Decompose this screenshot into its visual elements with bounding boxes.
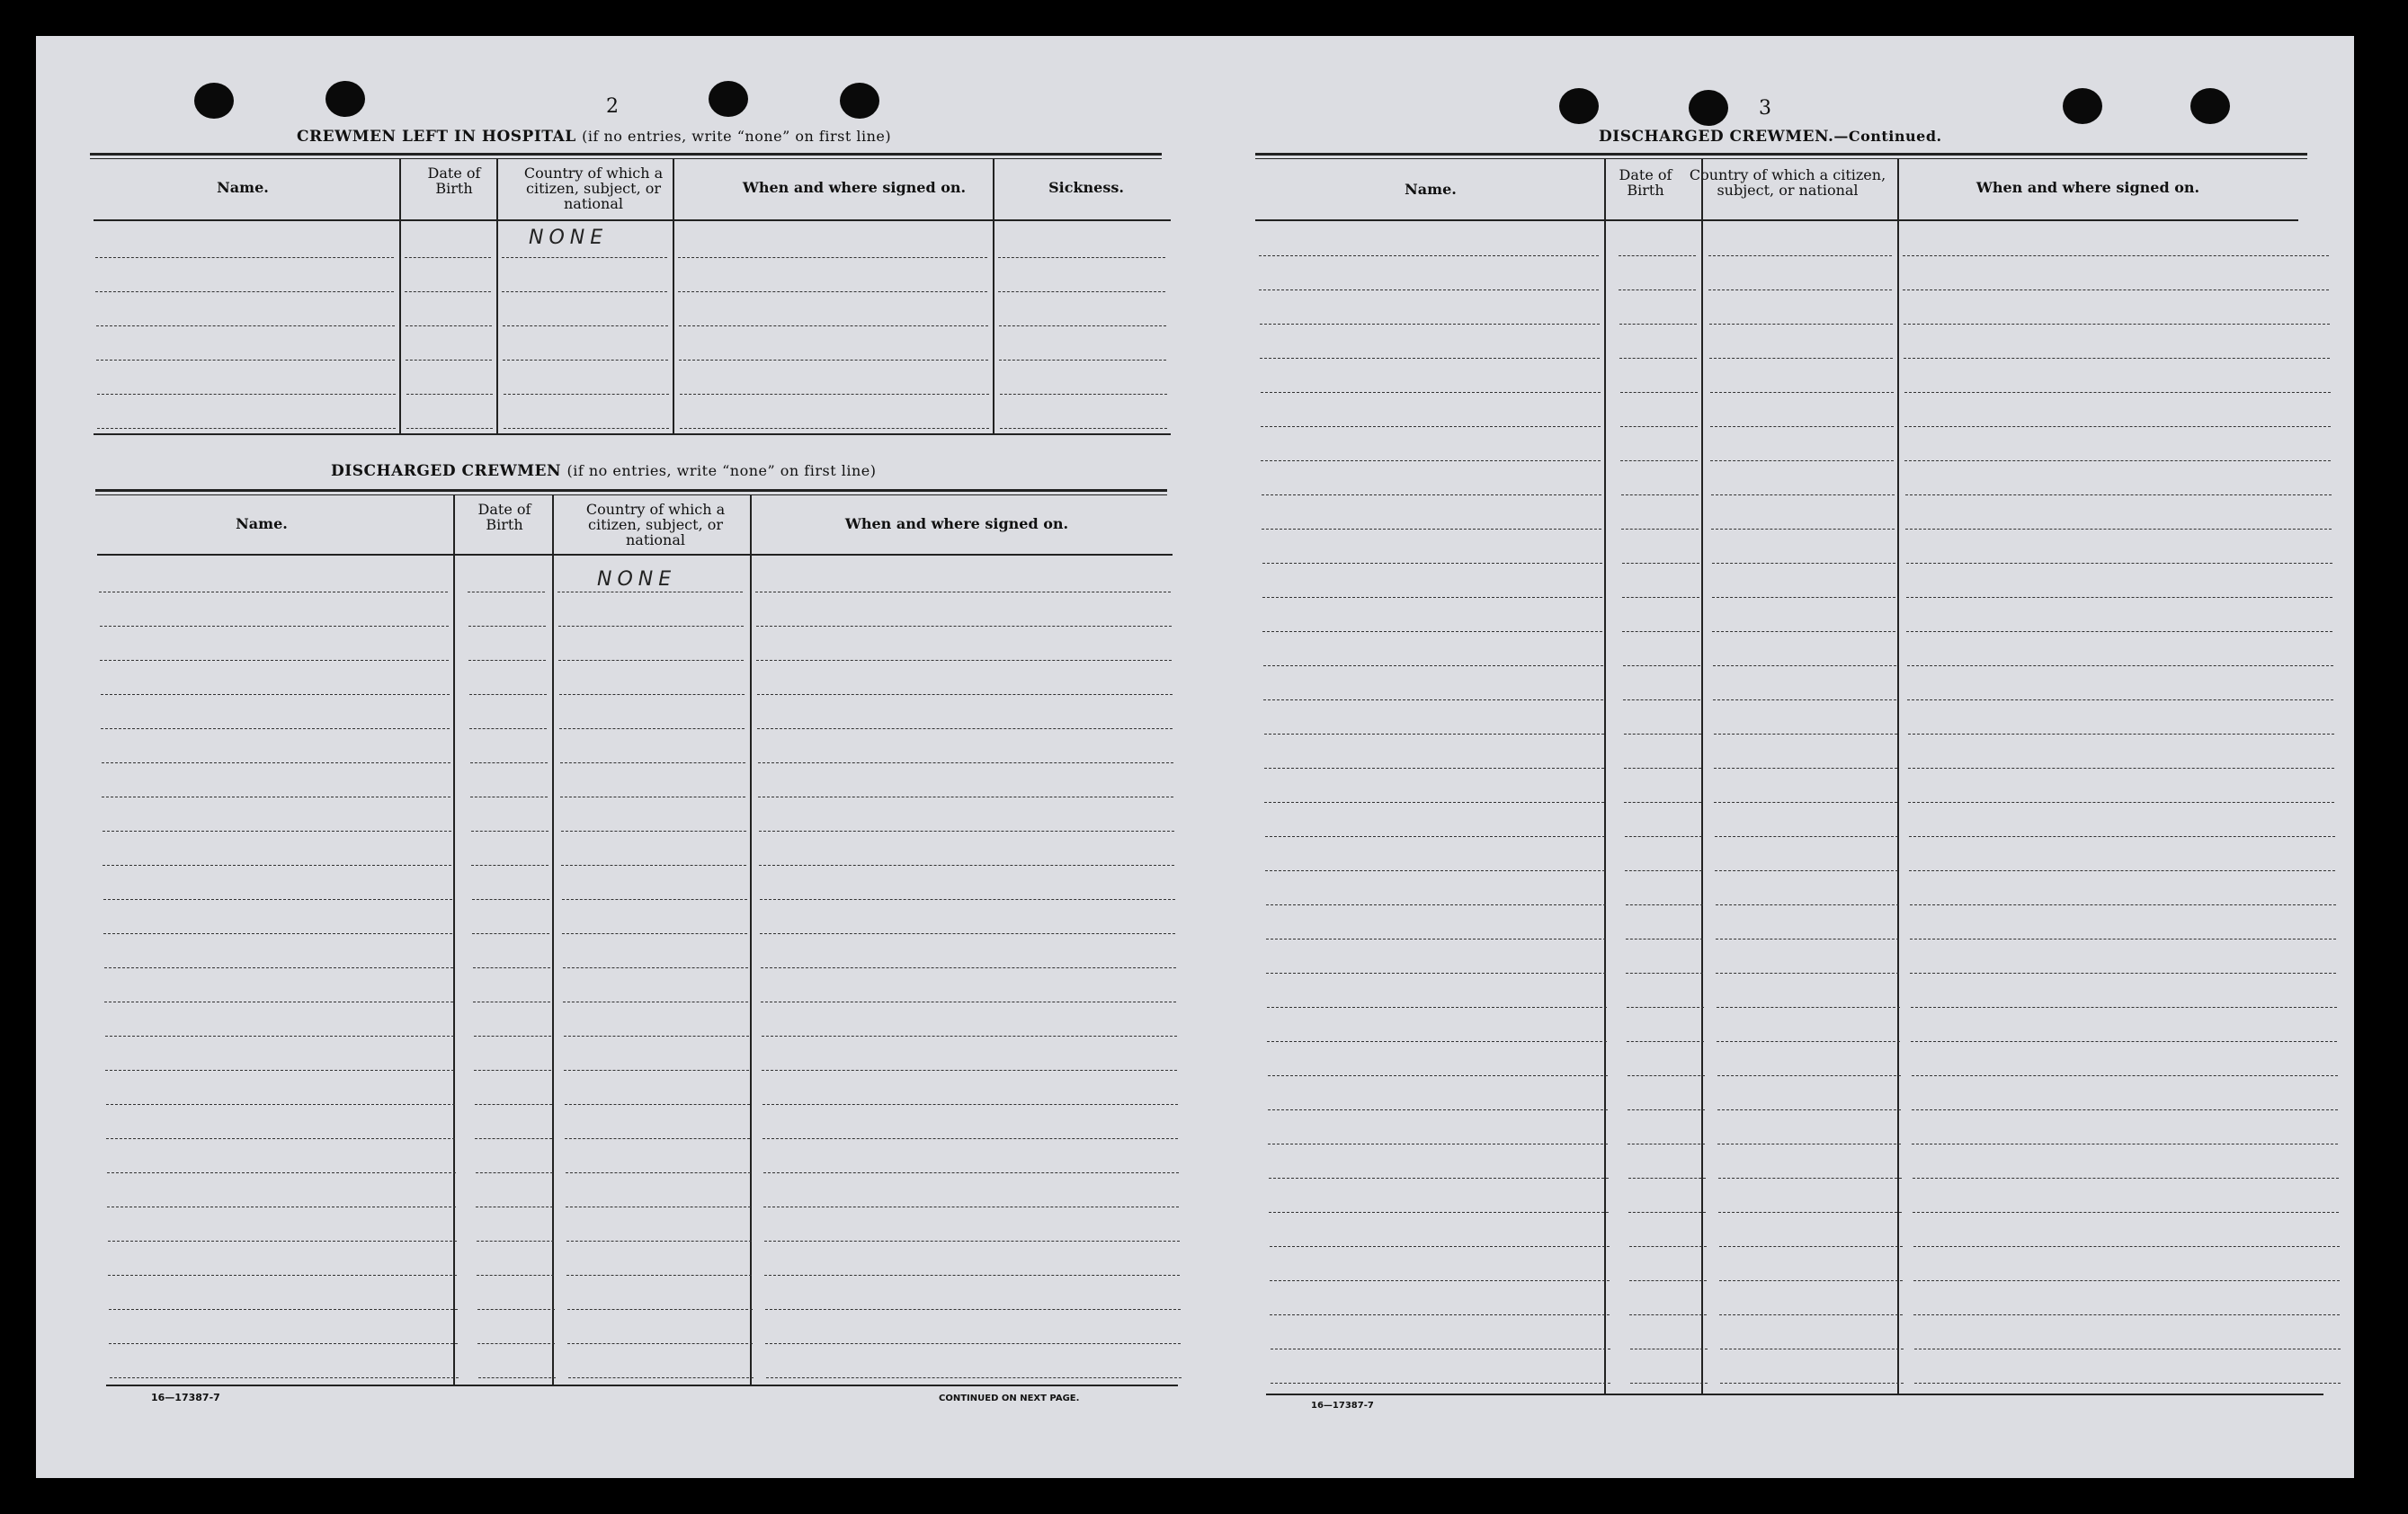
ruled-line [477,1241,554,1242]
punch-hole [326,81,365,117]
ruled-line [1909,836,2335,837]
punch-hole [194,83,234,119]
ruled-line [1262,597,1602,598]
ruled-line [757,694,1173,695]
continued-title-suffix: —Continued. [1833,128,1942,145]
ruled-line [1269,1178,1609,1179]
hospital-divider [673,158,674,433]
ruled-line [1907,665,2333,666]
ruled-line [1620,392,1698,393]
ruled-line [1913,1314,2340,1315]
ruled-line [478,1377,556,1378]
ruled-line [503,325,668,326]
discharged-col-dob: Date of Birth [477,501,531,533]
ruled-line [756,626,1172,627]
continued-bottom-rule [1266,1394,2323,1395]
ruled-line [106,1104,455,1105]
continued-header-rule [1255,219,2298,221]
ruled-line [764,1241,1180,1242]
discharged-divider [453,494,455,1386]
discharged-title-text: DISCHARGED CREWMEN [331,462,562,480]
ruled-line [1716,939,1899,940]
ruled-line [1909,870,2335,871]
ruled-line [1712,563,1895,564]
ruled-line [103,933,452,934]
ruled-line [1908,802,2334,803]
ruled-line [567,1309,753,1310]
ruled-line [1262,563,1602,564]
ruled-line [1903,289,2329,290]
ruled-line [1714,802,1897,803]
ruled-line [1910,973,2336,974]
ruled-line [1713,699,1896,700]
ruled-line [1714,768,1897,769]
ruled-line [1715,836,1898,837]
ruled-line [1267,1041,1607,1042]
ruled-line [1908,768,2334,769]
page-number: 3 [1759,97,1771,120]
ruled-line [1622,597,1699,598]
ruled-line [1904,324,2330,325]
ruled-line [1620,426,1698,427]
page-number: 2 [606,95,619,118]
ruled-line [1622,631,1699,632]
hospital-divider [993,158,994,433]
ruled-line [405,257,491,258]
ruled-line [1264,802,1604,803]
ruled-line [477,1309,555,1310]
ruled-line [561,831,746,832]
ruled-line [1264,734,1604,735]
ruled-line [562,899,747,900]
ruled-line [1000,394,1167,395]
ruled-line [1913,1212,2339,1213]
ruled-line [1628,1109,1705,1110]
ruled-line [568,1377,754,1378]
ruled-line [1263,699,1603,700]
ruled-line [1912,1075,2338,1076]
ruled-line [1905,494,2332,495]
ruled-line [471,865,548,866]
hospital-col-sickness: Sickness. [1048,179,1124,196]
form-sheet [36,36,2354,1478]
ruled-line [1712,631,1895,632]
ruled-line [1623,699,1700,700]
ruled-line [1905,529,2332,530]
ruled-line [105,1036,454,1037]
ruled-line [1628,1178,1706,1179]
ruled-line [1914,1383,2341,1384]
ruled-line [1263,665,1603,666]
ruled-line [100,626,449,627]
ruled-line [1627,1007,1704,1008]
ruled-line [1716,973,1899,974]
ruled-line [1627,1041,1704,1042]
ruled-line [1000,428,1167,429]
ruled-line [1716,904,1899,905]
ruled-line [563,967,748,968]
hospital-col-country: Country of which a citizen, subject, or national [523,165,664,212]
punch-hole [1689,90,1728,126]
discharged-col-signed-on: When and where signed on. [844,515,1069,532]
hospital-header-rule [94,219,1171,221]
ruled-line [763,1104,1178,1105]
ruled-line [108,1275,457,1276]
ruled-line [566,1241,752,1242]
ruled-line [473,967,550,968]
ruled-line [762,1036,1177,1037]
ruled-line [477,1275,554,1276]
hospital-divider [496,158,498,433]
ruled-line [757,728,1173,729]
continued-divider [1604,158,1606,1394]
ruled-line [504,394,669,395]
ruled-line [103,865,451,866]
ruled-line [1906,563,2332,564]
ruled-line [97,394,396,395]
ruled-line [110,1377,459,1378]
ruled-line [678,291,987,292]
ruled-line [470,762,548,763]
ruled-line [566,1172,751,1173]
ruled-line [1904,392,2331,393]
form-number: 16—17387-7 [151,1392,220,1403]
ruled-line [1719,1246,1903,1247]
punch-hole [709,81,748,117]
ruled-line [1913,1246,2340,1247]
ruled-line [101,728,450,729]
continued-title-text: DISCHARGED CREWMEN. [1599,128,1834,146]
ruled-line [1908,734,2334,735]
ruled-line [759,831,1174,832]
ruled-line [1717,1109,1901,1110]
ruled-line [405,291,491,292]
ruled-line [559,728,745,729]
ruled-line [1265,836,1605,837]
ruled-line [1717,1041,1900,1042]
ruled-line [565,1138,750,1139]
ruled-line [1715,870,1898,871]
continued-top-rule [1255,153,2307,159]
ruled-line [1911,1007,2337,1008]
ruled-line [998,257,1165,258]
ruled-line [1621,529,1699,530]
ruled-line [1620,460,1698,461]
ruled-line [1624,768,1701,769]
ruled-line [1261,392,1601,393]
hospital-col-signed-on: When and where signed on. [742,179,967,196]
ruled-line [680,428,989,429]
discharged-header-rule [97,554,1173,556]
ruled-line [1619,255,1696,256]
left-page [36,36,1160,1478]
discharged-section-title [331,462,876,480]
hospital-title-text: CREWMEN LEFT IN HOSPITAL [297,128,576,146]
ruled-line [999,325,1166,326]
punch-hole [2190,88,2230,124]
ruled-line [1713,665,1896,666]
punch-hole [2063,88,2102,124]
ruled-line [1904,426,2331,427]
ruled-line [1709,358,1893,359]
discharged-top-rule [95,489,1167,495]
ruled-line [561,865,746,866]
ruled-line [1619,324,1697,325]
ruled-line [758,762,1173,763]
ruled-line [103,899,452,900]
ruled-line [406,428,493,429]
ruled-line [1708,255,1892,256]
hospital-entry-handwritten: NONE [529,227,609,249]
ruled-line [109,1309,458,1310]
ruled-line [1259,255,1599,256]
ruled-line [999,360,1166,361]
ruled-line [471,831,548,832]
ruled-line [100,660,449,661]
ruled-line [763,1172,1179,1173]
hospital-section-title [297,128,891,146]
ruled-line [1621,494,1699,495]
ruled-line [406,325,492,326]
ruled-line [1906,631,2332,632]
ruled-line [1907,699,2333,700]
continued-divider [1701,158,1703,1394]
ruled-line [1268,1075,1608,1076]
ruled-line [1906,597,2332,598]
ruled-line [468,660,546,661]
ruled-line [406,394,493,395]
ruled-line [760,899,1175,900]
ruled-line [1709,324,1893,325]
ruled-line [101,694,450,695]
ruled-line [1626,904,1703,905]
ruled-line [765,1309,1181,1310]
ruled-line [765,1343,1181,1344]
ruled-line [1267,1007,1607,1008]
ruled-line [1629,1314,1707,1315]
ruled-line [558,660,744,661]
ruled-line [1269,1212,1609,1213]
ruled-line [1623,665,1700,666]
ruled-line [1624,802,1701,803]
ruled-line [1718,1212,1902,1213]
ruled-line [103,831,451,832]
discharged-col-country: Country of which a citizen, subject, or national [585,501,726,548]
ruled-line [766,1377,1182,1378]
ruled-line [680,394,989,395]
ruled-line [564,1036,749,1037]
ruled-line [1719,1314,1903,1315]
ruled-line [566,1275,752,1276]
ruled-line [1628,1075,1705,1076]
ruled-line [102,762,450,763]
ruled-line [1629,1280,1707,1281]
ruled-line [97,428,396,429]
ruled-line [95,291,394,292]
ruled-line [1717,1075,1901,1076]
ruled-line [564,1070,749,1071]
hospital-divider [399,158,401,433]
ruled-line [1270,1246,1610,1247]
ruled-line [107,1172,456,1173]
ruled-line [95,257,394,258]
discharged-divider [750,494,752,1386]
hospital-title-note: (if no entries, write “none” on first line) [582,128,892,145]
ruled-line [1262,631,1602,632]
hospital-bottom-rule [94,433,1171,435]
ruled-line [1714,734,1897,735]
continued-col-signed-on: When and where signed on. [1975,179,2200,196]
ruled-line [1712,597,1895,598]
ruled-line [1264,768,1604,769]
ruled-line [469,728,547,729]
ruled-line [759,865,1174,866]
ruled-line [1626,973,1703,974]
ruled-line [679,325,988,326]
ruled-line [678,257,987,258]
ruled-line [504,428,669,429]
ruled-line [1708,289,1892,290]
discharged-entry-handwritten: NONE [597,568,677,591]
discharged-col-name: Name. [236,515,288,532]
ruled-line [998,291,1165,292]
ruled-line [1261,460,1601,461]
hospital-col-name: Name. [217,179,269,196]
ruled-line [1903,255,2329,256]
ruled-line [502,257,667,258]
ruled-line [475,1104,552,1105]
ruled-line [1913,1280,2340,1281]
ruled-line [764,1275,1180,1276]
ruled-line [1711,494,1895,495]
hospital-col-dob: Date of Birth [427,165,481,197]
ruled-line [1630,1383,1708,1384]
ruled-line [475,1138,552,1139]
ruled-line [1910,904,2336,905]
ruled-line [1624,734,1701,735]
discharged-title-note: (if no entries, write “none” on first line) [566,462,877,479]
ruled-line [1720,1383,1904,1384]
ruled-line [1619,358,1697,359]
ruled-line [1718,1178,1902,1179]
ruled-line [1259,289,1599,290]
ruled-line [1913,1178,2339,1179]
ruled-line [560,762,745,763]
ruled-line [1912,1109,2338,1110]
continued-note: CONTINUED ON NEXT PAGE. [939,1394,1080,1403]
ruled-line [1260,358,1600,359]
ruled-line [558,626,744,627]
ruled-line [106,1138,455,1139]
ruled-line [503,360,668,361]
discharged-divider [552,494,554,1386]
ruled-line [559,694,745,695]
hospital-top-rule [90,153,1162,159]
ruled-line [763,1138,1178,1139]
ruled-line [1262,529,1601,530]
ruled-line [1266,939,1606,940]
continued-section-title [1599,128,1942,146]
punch-hole [840,83,879,119]
ruled-line [1626,939,1703,940]
ruled-line [1629,1246,1707,1247]
ruled-line [469,694,547,695]
ruled-line [105,1070,454,1071]
ruled-line [1910,939,2336,940]
ruled-line [1911,1041,2337,1042]
ruled-line [1710,460,1894,461]
ruled-line [1710,426,1894,427]
ruled-line [406,360,492,361]
ruled-line [1719,1280,1903,1281]
ruled-line [1711,529,1895,530]
ruled-line [1262,494,1601,495]
ruled-line [567,1343,753,1344]
continued-col-name: Name. [1405,181,1457,198]
form-number: 16—17387-7 [1311,1401,1374,1411]
ruled-line [1625,870,1702,871]
ruled-line [1270,1280,1610,1281]
ruled-line [474,1036,551,1037]
ruled-line [1625,836,1702,837]
ruled-line [1622,563,1699,564]
continued-col-dob: Date of Birth [1619,166,1672,199]
ruled-line [565,1104,750,1105]
ruled-line [762,1070,1177,1071]
ruled-line [477,1343,555,1344]
ruled-line [761,967,1176,968]
ruled-line [1266,973,1606,974]
ruled-line [108,1241,457,1242]
ruled-line [1904,358,2330,359]
ruled-line [562,933,747,934]
ruled-line [96,360,395,361]
ruled-line [679,360,988,361]
ruled-line [1260,324,1600,325]
ruled-line [104,967,453,968]
ruled-line [1265,870,1605,871]
ruled-line [1266,904,1606,905]
discharged-bottom-rule [106,1385,1178,1386]
ruled-line [1270,1314,1610,1315]
ruled-line [1261,426,1601,427]
ruled-line [760,933,1175,934]
continued-divider [1897,158,1899,1394]
ruled-line [756,660,1172,661]
ruled-line [1710,392,1894,393]
ruled-line [1268,1109,1608,1110]
ruled-line [474,1070,551,1071]
ruled-line [109,1343,458,1344]
ruled-line [468,626,546,627]
ruled-line [1628,1212,1706,1213]
ruled-line [1717,1007,1900,1008]
ruled-line [472,933,549,934]
ruled-line [476,1172,553,1173]
punch-hole [1559,88,1599,124]
ruled-line [96,325,395,326]
ruled-line [472,899,549,900]
right-page [1205,36,2354,1478]
ruled-line [502,291,667,292]
continued-col-country: Country of which a citizen, subject, or national [1689,166,1886,199]
ruled-line [1904,460,2331,461]
ruled-line [1619,289,1696,290]
ruled-line [1271,1383,1610,1384]
